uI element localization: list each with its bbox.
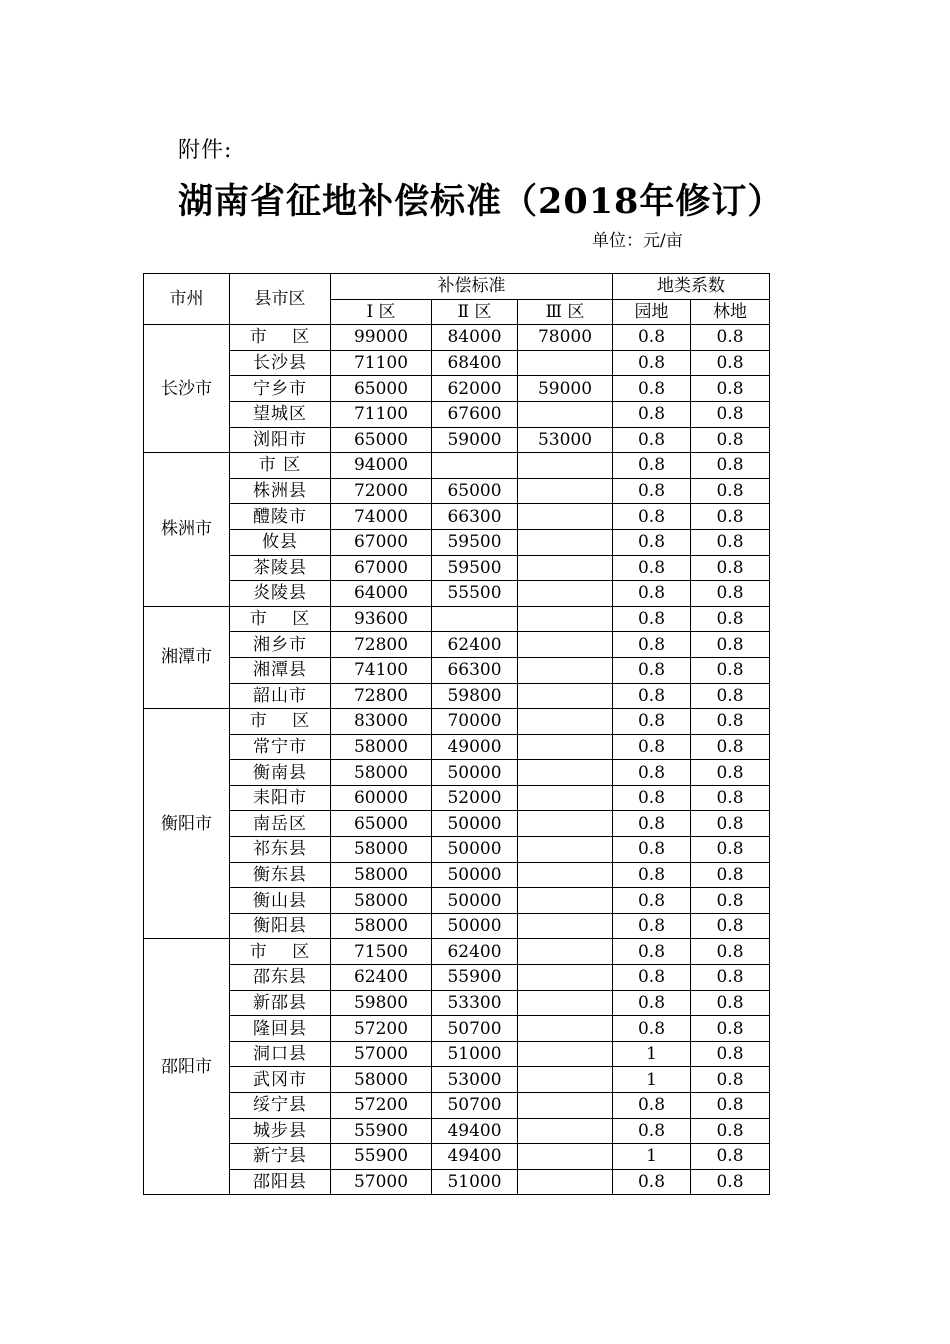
county-cell: 衡山县 bbox=[230, 888, 331, 914]
zone-1-cell: 57200 bbox=[331, 1093, 432, 1119]
zone-3-cell bbox=[518, 811, 613, 837]
county-cell: 长沙县 bbox=[230, 350, 331, 376]
garden-coefficient-cell: 0.8 bbox=[613, 760, 691, 786]
zone-1-cell: 94000 bbox=[331, 453, 432, 479]
zone-1-cell: 58000 bbox=[331, 734, 432, 760]
zone-3-cell bbox=[518, 1144, 613, 1170]
garden-coefficient-cell: 0.8 bbox=[613, 1093, 691, 1119]
zone-2-cell: 62400 bbox=[432, 939, 518, 965]
county-cell: 衡南县 bbox=[230, 760, 331, 786]
garden-coefficient-cell: 0.8 bbox=[613, 529, 691, 555]
table-row bbox=[144, 606, 770, 632]
county-cell: 隆回县 bbox=[230, 1016, 331, 1042]
zone-1-cell: 59800 bbox=[331, 990, 432, 1016]
table-row bbox=[144, 453, 770, 479]
city-cell: 邵阳市 bbox=[144, 939, 230, 1195]
table-row bbox=[144, 581, 770, 607]
zone-1-cell: 55900 bbox=[331, 1144, 432, 1170]
zone-2-cell: 65000 bbox=[432, 478, 518, 504]
table-row bbox=[144, 785, 770, 811]
city-cell: 衡阳市 bbox=[144, 709, 230, 939]
zone-1-cell: 58000 bbox=[331, 888, 432, 914]
city-cell: 湘潭市 bbox=[144, 606, 230, 708]
table-body bbox=[144, 325, 770, 1195]
forest-coefficient-cell: 0.8 bbox=[691, 1041, 770, 1067]
forest-coefficient-cell: 0.8 bbox=[691, 325, 770, 351]
forest-coefficient-cell: 0.8 bbox=[691, 478, 770, 504]
table-row bbox=[144, 734, 770, 760]
zone-3-cell bbox=[518, 1118, 613, 1144]
table-row bbox=[144, 939, 770, 965]
garden-coefficient-cell: 0.8 bbox=[613, 325, 691, 351]
county-cell: 宁乡市 bbox=[230, 376, 331, 402]
forest-coefficient-cell: 0.8 bbox=[691, 862, 770, 888]
table-row bbox=[144, 632, 770, 658]
city-cell: 株洲市 bbox=[144, 453, 230, 607]
header-coefficient-group: 地类系数 bbox=[613, 274, 770, 300]
county-cell: 城步县 bbox=[230, 1118, 331, 1144]
zone-1-cell: 62400 bbox=[331, 965, 432, 991]
forest-coefficient-cell: 0.8 bbox=[691, 709, 770, 735]
forest-coefficient-cell: 0.8 bbox=[691, 401, 770, 427]
garden-coefficient-cell: 0.8 bbox=[613, 453, 691, 479]
zone-2-cell: 49000 bbox=[432, 734, 518, 760]
table-row bbox=[144, 657, 770, 683]
county-cell: 洞口县 bbox=[230, 1041, 331, 1067]
zone-2-cell: 59000 bbox=[432, 427, 518, 453]
zone-1-cell: 55900 bbox=[331, 1118, 432, 1144]
forest-coefficient-cell: 0.8 bbox=[691, 913, 770, 939]
garden-coefficient-cell: 0.8 bbox=[613, 1169, 691, 1195]
zone-3-cell bbox=[518, 683, 613, 709]
header-compensation-group: 补偿标准 bbox=[331, 274, 613, 300]
zone-3-cell bbox=[518, 1016, 613, 1042]
table-row bbox=[144, 325, 770, 351]
zone-3-cell bbox=[518, 657, 613, 683]
zone-3-cell bbox=[518, 709, 613, 735]
county-cell: 湘乡市 bbox=[230, 632, 331, 658]
forest-coefficient-cell: 0.8 bbox=[691, 427, 770, 453]
table-header bbox=[144, 274, 770, 325]
table-row bbox=[144, 1093, 770, 1119]
forest-coefficient-cell: 0.8 bbox=[691, 1016, 770, 1042]
county-cell: 市 区 bbox=[230, 939, 331, 965]
zone-1-cell: 72800 bbox=[331, 683, 432, 709]
county-cell: 衡东县 bbox=[230, 862, 331, 888]
county-cell: 攸县 bbox=[230, 529, 331, 555]
zone-1-cell: 71100 bbox=[331, 401, 432, 427]
zone-2-cell: 51000 bbox=[432, 1169, 518, 1195]
attachment-label: 附件: bbox=[178, 138, 233, 163]
zone-1-cell: 60000 bbox=[331, 785, 432, 811]
garden-coefficient-cell: 0.8 bbox=[613, 504, 691, 530]
forest-coefficient-cell: 0.8 bbox=[691, 453, 770, 479]
garden-coefficient-cell: 1 bbox=[613, 1041, 691, 1067]
zone-2-cell: 84000 bbox=[432, 325, 518, 351]
zone-3-cell bbox=[518, 581, 613, 607]
forest-coefficient-cell: 0.8 bbox=[691, 376, 770, 402]
table-row bbox=[144, 555, 770, 581]
forest-coefficient-cell: 0.8 bbox=[691, 555, 770, 581]
table-row bbox=[144, 837, 770, 863]
garden-coefficient-cell: 0.8 bbox=[613, 888, 691, 914]
zone-3-cell bbox=[518, 529, 613, 555]
garden-coefficient-cell: 0.8 bbox=[613, 837, 691, 863]
zone-2-cell: 59500 bbox=[432, 529, 518, 555]
zone-1-cell: 58000 bbox=[331, 862, 432, 888]
zone-3-cell bbox=[518, 555, 613, 581]
garden-coefficient-cell: 1 bbox=[613, 1067, 691, 1093]
zone-1-cell: 65000 bbox=[331, 427, 432, 453]
county-cell: 绥宁县 bbox=[230, 1093, 331, 1119]
garden-coefficient-cell: 0.8 bbox=[613, 785, 691, 811]
forest-coefficient-cell: 0.8 bbox=[691, 785, 770, 811]
zone-2-cell: 55500 bbox=[432, 581, 518, 607]
header-zone-2: Ⅱ 区 bbox=[432, 299, 518, 325]
forest-coefficient-cell: 0.8 bbox=[691, 606, 770, 632]
table-row bbox=[144, 1041, 770, 1067]
garden-coefficient-cell: 0.8 bbox=[613, 606, 691, 632]
county-cell: 浏阳市 bbox=[230, 427, 331, 453]
zone-3-cell bbox=[518, 401, 613, 427]
garden-coefficient-cell: 0.8 bbox=[613, 581, 691, 607]
garden-coefficient-cell: 1 bbox=[613, 1144, 691, 1170]
zone-3-cell bbox=[518, 1169, 613, 1195]
table-row bbox=[144, 709, 770, 735]
county-cell: 茶陵县 bbox=[230, 555, 331, 581]
forest-coefficient-cell: 0.8 bbox=[691, 811, 770, 837]
forest-coefficient-cell: 0.8 bbox=[691, 529, 770, 555]
zone-1-cell: 57200 bbox=[331, 1016, 432, 1042]
county-cell: 市 区 bbox=[230, 325, 331, 351]
table-row bbox=[144, 888, 770, 914]
zone-2-cell: 62000 bbox=[432, 376, 518, 402]
county-cell: 衡阳县 bbox=[230, 913, 331, 939]
county-cell: 常宁市 bbox=[230, 734, 331, 760]
forest-coefficient-cell: 0.8 bbox=[691, 965, 770, 991]
zone-3-cell bbox=[518, 785, 613, 811]
zone-3-cell bbox=[518, 632, 613, 658]
zone-3-cell bbox=[518, 504, 613, 530]
garden-coefficient-cell: 0.8 bbox=[613, 709, 691, 735]
zone-3-cell bbox=[518, 760, 613, 786]
forest-coefficient-cell: 0.8 bbox=[691, 837, 770, 863]
garden-coefficient-cell: 0.8 bbox=[613, 683, 691, 709]
zone-1-cell: 58000 bbox=[331, 913, 432, 939]
forest-coefficient-cell: 0.8 bbox=[691, 1144, 770, 1170]
zone-1-cell: 58000 bbox=[331, 1067, 432, 1093]
zone-2-cell: 50000 bbox=[432, 760, 518, 786]
forest-coefficient-cell: 0.8 bbox=[691, 683, 770, 709]
forest-coefficient-cell: 0.8 bbox=[691, 888, 770, 914]
garden-coefficient-cell: 0.8 bbox=[613, 990, 691, 1016]
zone-1-cell: 58000 bbox=[331, 760, 432, 786]
forest-coefficient-cell: 0.8 bbox=[691, 1169, 770, 1195]
zone-1-cell: 83000 bbox=[331, 709, 432, 735]
compensation-table bbox=[143, 273, 770, 1195]
header-zone-3: Ⅲ 区 bbox=[518, 299, 613, 325]
county-cell: 新宁县 bbox=[230, 1144, 331, 1170]
table-row bbox=[144, 1144, 770, 1170]
forest-coefficient-cell: 0.8 bbox=[691, 632, 770, 658]
zone-1-cell: 58000 bbox=[331, 837, 432, 863]
table-row bbox=[144, 683, 770, 709]
zone-1-cell: 74000 bbox=[331, 504, 432, 530]
table-row bbox=[144, 478, 770, 504]
county-cell: 望城区 bbox=[230, 401, 331, 427]
header-zone-1: Ⅰ 区 bbox=[331, 299, 432, 325]
garden-coefficient-cell: 0.8 bbox=[613, 811, 691, 837]
garden-coefficient-cell: 0.8 bbox=[613, 376, 691, 402]
zone-2-cell: 50700 bbox=[432, 1016, 518, 1042]
county-cell: 韶山市 bbox=[230, 683, 331, 709]
header-forest: 林地 bbox=[691, 299, 770, 325]
zone-2-cell: 66300 bbox=[432, 657, 518, 683]
zone-3-cell bbox=[518, 734, 613, 760]
zone-3-cell bbox=[518, 1067, 613, 1093]
zone-2-cell: 50000 bbox=[432, 888, 518, 914]
zone-2-cell bbox=[432, 453, 518, 479]
zone-3-cell: 53000 bbox=[518, 427, 613, 453]
county-cell: 市 区 bbox=[230, 709, 331, 735]
zone-1-cell: 93600 bbox=[331, 606, 432, 632]
garden-coefficient-cell: 0.8 bbox=[613, 401, 691, 427]
header-county: 县市区 bbox=[230, 274, 331, 325]
county-cell: 醴陵市 bbox=[230, 504, 331, 530]
forest-coefficient-cell: 0.8 bbox=[691, 760, 770, 786]
forest-coefficient-cell: 0.8 bbox=[691, 734, 770, 760]
zone-2-cell: 50000 bbox=[432, 913, 518, 939]
garden-coefficient-cell: 0.8 bbox=[613, 862, 691, 888]
garden-coefficient-cell: 0.8 bbox=[613, 1118, 691, 1144]
county-cell: 株洲县 bbox=[230, 478, 331, 504]
county-cell: 南岳区 bbox=[230, 811, 331, 837]
table-row bbox=[144, 504, 770, 530]
forest-coefficient-cell: 0.8 bbox=[691, 1093, 770, 1119]
zone-3-cell bbox=[518, 939, 613, 965]
county-cell: 炎陵县 bbox=[230, 581, 331, 607]
zone-3-cell bbox=[518, 990, 613, 1016]
zone-3-cell bbox=[518, 350, 613, 376]
table-row bbox=[144, 990, 770, 1016]
table-row bbox=[144, 529, 770, 555]
zone-3-cell bbox=[518, 913, 613, 939]
forest-coefficient-cell: 0.8 bbox=[691, 581, 770, 607]
zone-1-cell: 57000 bbox=[331, 1169, 432, 1195]
header-city: 市州 bbox=[144, 274, 230, 325]
city-cell: 长沙市 bbox=[144, 325, 230, 453]
zone-2-cell: 70000 bbox=[432, 709, 518, 735]
zone-2-cell: 68400 bbox=[432, 350, 518, 376]
zone-1-cell: 64000 bbox=[331, 581, 432, 607]
garden-coefficient-cell: 0.8 bbox=[613, 657, 691, 683]
zone-2-cell: 50000 bbox=[432, 811, 518, 837]
table-row bbox=[144, 1118, 770, 1144]
zone-2-cell: 49400 bbox=[432, 1118, 518, 1144]
zone-1-cell: 67000 bbox=[331, 529, 432, 555]
table-row bbox=[144, 811, 770, 837]
garden-coefficient-cell: 0.8 bbox=[613, 555, 691, 581]
zone-3-cell bbox=[518, 478, 613, 504]
zone-2-cell: 59500 bbox=[432, 555, 518, 581]
zone-1-cell: 71100 bbox=[331, 350, 432, 376]
zone-3-cell bbox=[518, 453, 613, 479]
table-row bbox=[144, 862, 770, 888]
forest-coefficient-cell: 0.8 bbox=[691, 939, 770, 965]
garden-coefficient-cell: 0.8 bbox=[613, 632, 691, 658]
county-cell: 武冈市 bbox=[230, 1067, 331, 1093]
zone-3-cell bbox=[518, 606, 613, 632]
zone-2-cell: 66300 bbox=[432, 504, 518, 530]
garden-coefficient-cell: 0.8 bbox=[613, 965, 691, 991]
table-row bbox=[144, 1169, 770, 1195]
zone-1-cell: 57000 bbox=[331, 1041, 432, 1067]
zone-2-cell: 50000 bbox=[432, 862, 518, 888]
county-cell: 耒阳市 bbox=[230, 785, 331, 811]
zone-2-cell: 50700 bbox=[432, 1093, 518, 1119]
county-cell: 市 区 bbox=[230, 606, 331, 632]
zone-3-cell bbox=[518, 1041, 613, 1067]
table-row bbox=[144, 913, 770, 939]
zone-1-cell: 67000 bbox=[331, 555, 432, 581]
county-cell: 市 区 bbox=[230, 453, 331, 479]
zone-3-cell bbox=[518, 1093, 613, 1119]
zone-1-cell: 74100 bbox=[331, 657, 432, 683]
zone-2-cell: 67600 bbox=[432, 401, 518, 427]
zone-2-cell: 52000 bbox=[432, 785, 518, 811]
zone-2-cell: 51000 bbox=[432, 1041, 518, 1067]
unit-label: 单位：元/亩 bbox=[592, 231, 683, 251]
zone-1-cell: 65000 bbox=[331, 376, 432, 402]
zone-1-cell: 99000 bbox=[331, 325, 432, 351]
garden-coefficient-cell: 0.8 bbox=[613, 1016, 691, 1042]
header-garden: 园地 bbox=[613, 299, 691, 325]
zone-3-cell: 78000 bbox=[518, 325, 613, 351]
zone-1-cell: 65000 bbox=[331, 811, 432, 837]
county-cell: 邵阳县 bbox=[230, 1169, 331, 1195]
table-row bbox=[144, 350, 770, 376]
county-cell: 邵东县 bbox=[230, 965, 331, 991]
zone-2-cell: 59800 bbox=[432, 683, 518, 709]
garden-coefficient-cell: 0.8 bbox=[613, 350, 691, 376]
county-cell: 湘潭县 bbox=[230, 657, 331, 683]
zone-3-cell bbox=[518, 862, 613, 888]
garden-coefficient-cell: 0.8 bbox=[613, 939, 691, 965]
zone-1-cell: 72800 bbox=[331, 632, 432, 658]
garden-coefficient-cell: 0.8 bbox=[613, 478, 691, 504]
zone-2-cell: 53000 bbox=[432, 1067, 518, 1093]
garden-coefficient-cell: 0.8 bbox=[613, 734, 691, 760]
table-row bbox=[144, 376, 770, 402]
table-row bbox=[144, 401, 770, 427]
forest-coefficient-cell: 0.8 bbox=[691, 1118, 770, 1144]
zone-2-cell: 49400 bbox=[432, 1144, 518, 1170]
table-row bbox=[144, 427, 770, 453]
document-title: 湖南省征地补偿标准（2018年修订） bbox=[178, 181, 784, 222]
garden-coefficient-cell: 0.8 bbox=[613, 427, 691, 453]
zone-3-cell bbox=[518, 888, 613, 914]
table-row bbox=[144, 1016, 770, 1042]
county-cell: 新邵县 bbox=[230, 990, 331, 1016]
zone-2-cell: 50000 bbox=[432, 837, 518, 863]
zone-2-cell: 53300 bbox=[432, 990, 518, 1016]
garden-coefficient-cell: 0.8 bbox=[613, 913, 691, 939]
forest-coefficient-cell: 0.8 bbox=[691, 990, 770, 1016]
table-row bbox=[144, 760, 770, 786]
forest-coefficient-cell: 0.8 bbox=[691, 1067, 770, 1093]
zone-1-cell: 72000 bbox=[331, 478, 432, 504]
table-row bbox=[144, 1067, 770, 1093]
zone-2-cell bbox=[432, 606, 518, 632]
forest-coefficient-cell: 0.8 bbox=[691, 657, 770, 683]
table-row bbox=[144, 965, 770, 991]
zone-3-cell bbox=[518, 965, 613, 991]
forest-coefficient-cell: 0.8 bbox=[691, 504, 770, 530]
zone-3-cell bbox=[518, 837, 613, 863]
zone-2-cell: 62400 bbox=[432, 632, 518, 658]
forest-coefficient-cell: 0.8 bbox=[691, 350, 770, 376]
zone-2-cell: 55900 bbox=[432, 965, 518, 991]
county-cell: 祁东县 bbox=[230, 837, 331, 863]
zone-3-cell: 59000 bbox=[518, 376, 613, 402]
zone-1-cell: 71500 bbox=[331, 939, 432, 965]
